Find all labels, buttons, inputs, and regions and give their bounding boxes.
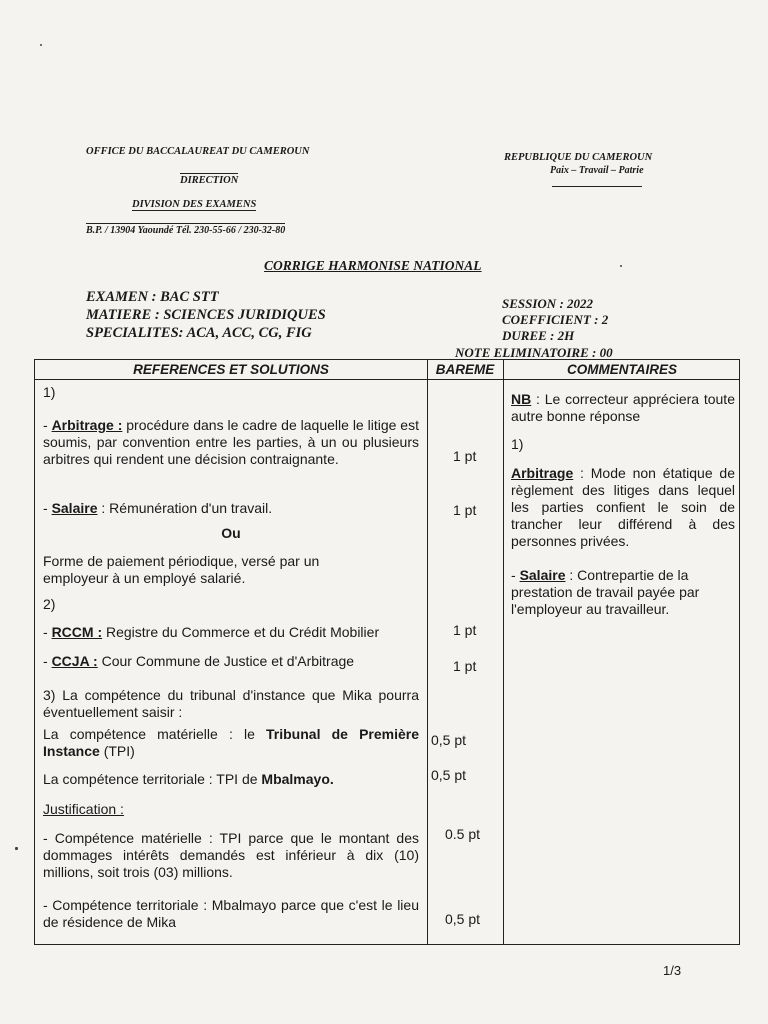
justification-territoriale: - Compétence territoriale : Mbalmayo parce que c'est le lieu de résidence de Mika: [43, 897, 419, 930]
salaire-comment-term: Salaire: [519, 567, 566, 583]
nb-label: NB: [511, 391, 532, 407]
scan-speck: [620, 265, 622, 267]
duration: DUREE : 2H: [502, 328, 575, 343]
header-bareme: BAREME: [435, 362, 495, 377]
coefficient: COEFFICIENT : 2: [502, 312, 609, 327]
header-commentaires: COMMENTAIRES: [567, 362, 677, 377]
header-references: REFERENCES ET SOLUTIONS: [133, 362, 329, 377]
ccja-definition: - CCJA : Cour Commune de Justice et d'Arbitrage: [43, 653, 355, 669]
office-name: OFFICE DU BACCALAUREAT DU CAMEROUN: [86, 146, 310, 157]
question-3-label: 3) La compétence du tribunal d'instance que Mika pourra éventuellement saisir :: [43, 687, 419, 720]
justification-materielle: - Compétence matérielle : TPI parce que le montant des dommages intérêts demandés est inférieur à dix (10) millions, soit trois (03) millions.: [43, 830, 419, 880]
salaire-text: : Rémunération d'un travail.: [97, 500, 273, 516]
rccm-definition: - RCCM : Registre du Commerce et du Crédit Mobilier: [43, 624, 380, 640]
answer-table: [34, 359, 740, 945]
ccja-text: Cour Commune de Justice et d'Arbitrage: [97, 653, 355, 669]
exam-name: EXAMEN : BAC STT: [86, 289, 219, 305]
points-competence-territoriale: 0,5 pt: [431, 767, 467, 783]
motto: Paix – Travail – Patrie: [550, 165, 644, 176]
session: SESSION : 2022: [502, 296, 594, 311]
or-separator: Ou: [221, 525, 241, 541]
comment-1-label: 1): [511, 436, 524, 452]
question-2-label: 2): [43, 596, 56, 612]
address-line: B.P. / 13904 Yaoundé Tél. 230-55-66 / 230-32-80: [86, 225, 286, 236]
salaire-definition: - Salaire : Rémunération d'un travail.: [43, 500, 273, 516]
competence-territoriale: La compétence territoriale : TPI de Mbalmayo.: [43, 771, 334, 787]
rccm-text: Registre du Commerce et du Crédit Mobilier: [102, 624, 380, 640]
city-name: Mbalmayo.: [261, 771, 334, 787]
salaire-alternative: Forme de paiement périodique, versé par un employeur à un employé salarié.: [43, 553, 320, 586]
nb-comment: NB : Le correcteur appréciera toute autre bonne réponse: [511, 391, 735, 424]
exam-info: [86, 288, 326, 342]
points-justification-territoriale: 0,5 pt: [445, 911, 481, 927]
divider: [552, 186, 642, 187]
tpi-name: Tribunal de Première Instance: [43, 726, 420, 759]
page-number: 1/3: [663, 963, 682, 978]
salaire-term: Salaire: [51, 500, 98, 516]
points-competence-materielle: 0,5 pt: [431, 732, 467, 748]
subject: MATIERE : SCIENCES JURIDIQUES: [86, 307, 326, 323]
direction-label: DIRECTION: [180, 175, 239, 186]
exam-meta: [502, 296, 608, 344]
republic-name: REPUBLIQUE DU CAMEROUN: [504, 152, 653, 163]
arbitrage-comment: Arbitrage : Mode non étatique de règlement des litiges dans lequel les parties confient le soin de trancher leur différend à des personnes privées.: [511, 465, 735, 549]
competence-materielle: La compétence matérielle : le Tribunal de Première Instance (TPI): [43, 726, 420, 759]
elimination-note: NOTE ELIMINATOIRE : 00: [455, 345, 613, 360]
scan-speck: [40, 44, 42, 46]
points-ccja: 1 pt: [453, 658, 477, 674]
division-label: DIVISION DES EXAMENS: [132, 199, 257, 210]
points-salaire: 1 pt: [453, 502, 477, 518]
scan-speck: [15, 847, 18, 850]
justification-heading: Justification :: [43, 801, 124, 817]
arbitrage-text: procédure dans le cadre de laquelle le litige est soumis, par convention entre les parties, à un ou plusieurs arbitres qui rendent une décision contraignante.: [43, 417, 419, 467]
arbitrage-comment-term: Arbitrage: [511, 465, 574, 481]
salaire-comment: - Salaire : Contrepartie de la prestation de travail payée par l'employeur au travailleur.: [511, 567, 700, 617]
specialties: SPECIALITES: ACA, ACC, CG, FIG: [86, 325, 312, 341]
rccm-term: RCCM :: [51, 624, 103, 640]
arbitrage-definition: - Arbitrage : procédure dans le cadre de laquelle le litige est soumis, par convention entre les parties, à un ou plusieurs arbitres qui rendent une décision contraignante.: [43, 417, 419, 467]
ccja-term: CCJA :: [51, 653, 98, 669]
document-title: CORRIGE HARMONISE NATIONAL: [264, 258, 482, 273]
points-justification-materielle: 0.5 pt: [445, 826, 481, 842]
arbitrage-term: Arbitrage :: [51, 417, 123, 433]
points-arbitrage: 1 pt: [453, 448, 477, 464]
republic-header: [504, 152, 653, 176]
points-rccm: 1 pt: [453, 622, 477, 638]
question-1-label: 1): [43, 384, 56, 400]
